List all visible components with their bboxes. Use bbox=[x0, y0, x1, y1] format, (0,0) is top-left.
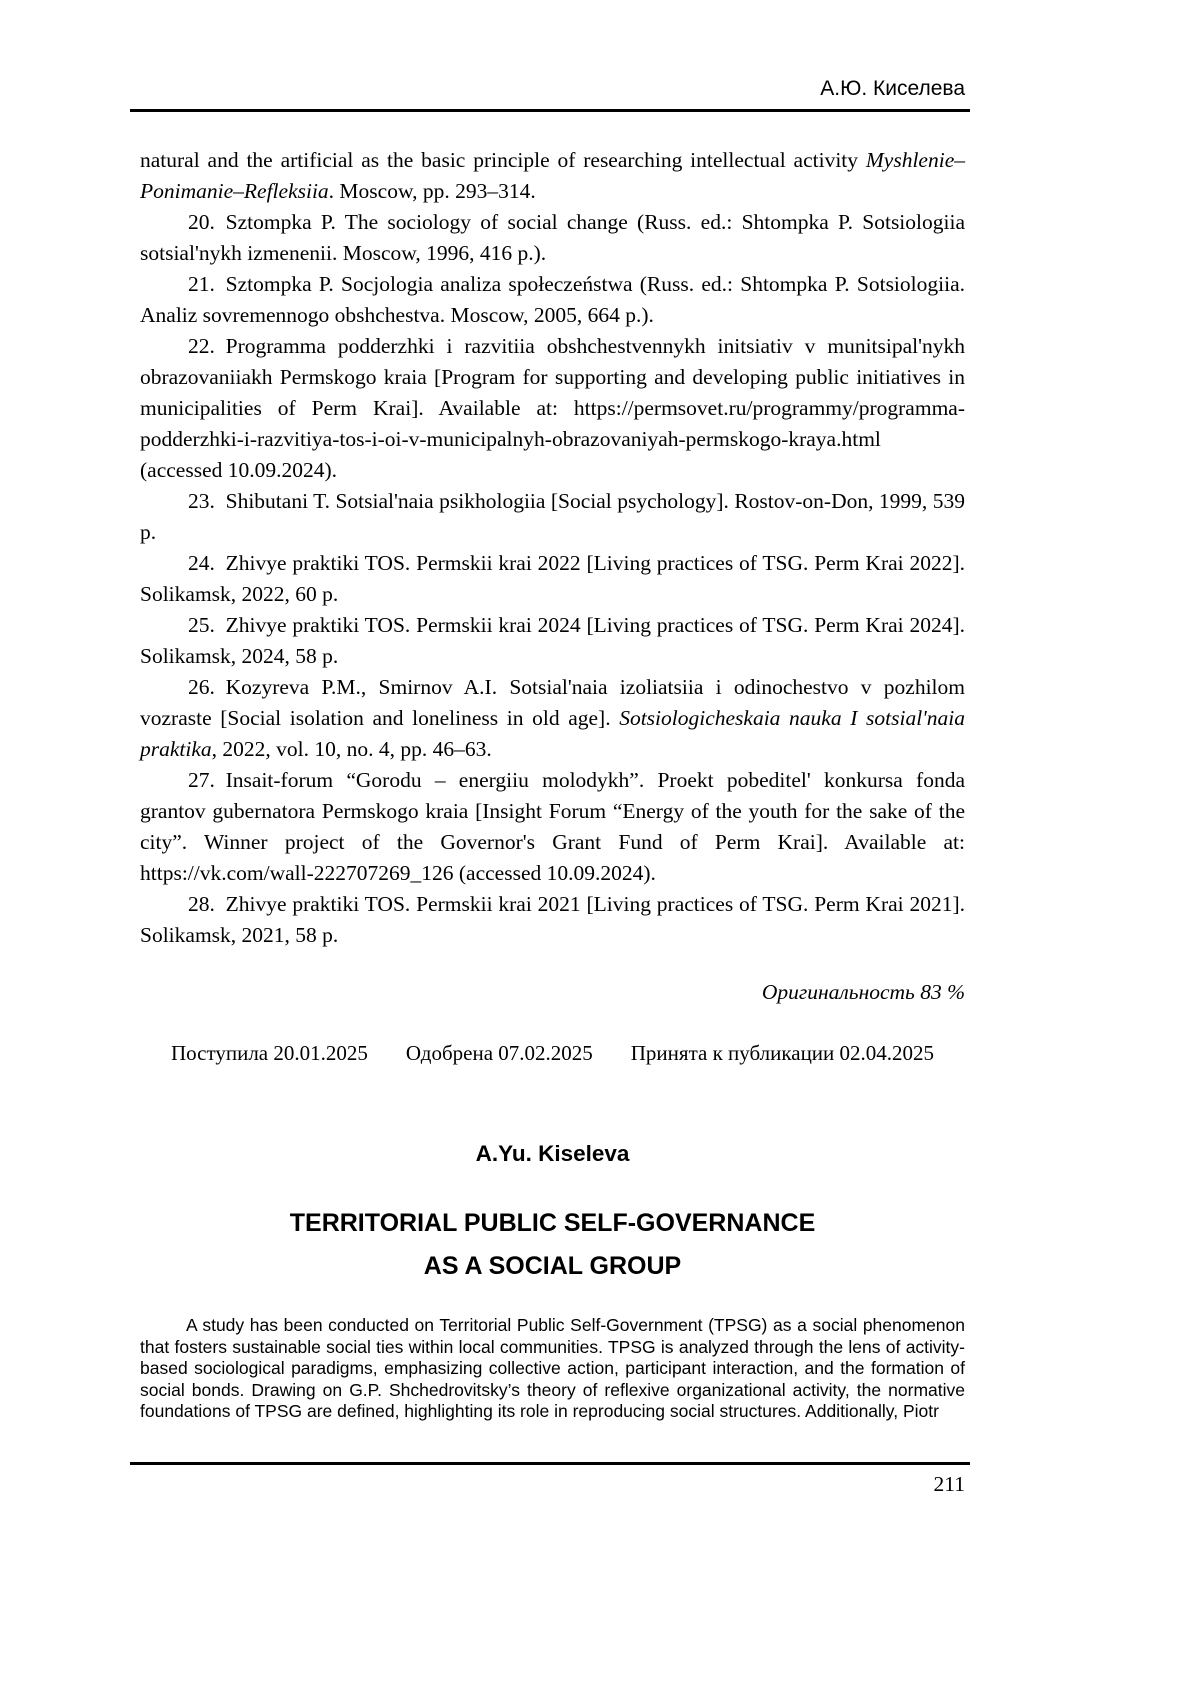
originality-note: Оригинальность 83 % bbox=[761, 980, 965, 1004]
article-dates bbox=[140, 1038, 965, 1069]
article-title-line-1: TERRITORIAL PUBLIC SELF-GOVERNANCE bbox=[289, 1209, 816, 1237]
footer-rule bbox=[130, 1462, 970, 1465]
reference-item-21: 21. Sztompka P. Socjologia analiza społeczeństwa (Russ. ed.: Shtompka P. Sotsiologiia. Analiz sovremennogo obshchestva. Moscow, 2005, 664 p.). bbox=[140, 272, 965, 327]
reference-item-26: 26. Kozyreva P.M., Smirnov A.I. Sotsial'naia izoliatsiia i odinochestvo v pozhilom vozraste [Social isolation and loneliness in old age]. Sotsiologicheskaia nauka I sotsial'naia praktika, 2022, vol. 10, no. 4, pp. 46–63. bbox=[140, 675, 965, 761]
reference-continuation: natural and the artificial as the basic principle of researching intellectual activity Myshlenie–Ponimanie–Refleksiia. Moscow, pp. 293–314. bbox=[140, 148, 965, 203]
page-header bbox=[0, 78, 1200, 112]
page-footer bbox=[130, 1462, 970, 1497]
reference-item-24: 24. Zhivye praktiki TOS. Permskii krai 2022 [Living practices of TSG. Perm Krai 2022]. Solikamsk, 2022, 60 p. bbox=[140, 551, 965, 606]
date-received: Поступила 20.01.2025 bbox=[170, 1041, 368, 1065]
abstract-text: A study has been conducted on Territorial Public Self-Government (TPSG) as a social phenomenon that fosters sustainable social ties within local communities. TPSG is analyzed through the lens of activity-based sociological paradigms, emphasizing collective action, participant interaction, and the formation of social bonds. Drawing on G.P. Shchedrovitsky’s theory of reflexive organizational activity, the normative foundations of TPSG are defined, highlighting its role in reproducing social structures. Additionally, Piotr bbox=[140, 1315, 965, 1421]
page-number: 211 bbox=[933, 1472, 965, 1496]
reference-item-28: 28. Zhivye praktiki TOS. Permskii krai 2021 [Living practices of TSG. Perm Krai 2021]. Solikamsk, 2021, 58 p. bbox=[140, 892, 965, 947]
date-accepted: Принята к публикации 02.04.2025 bbox=[630, 1041, 935, 1065]
references-section bbox=[140, 145, 965, 951]
header-rule bbox=[130, 109, 970, 112]
running-head: А.Ю. Киселева bbox=[820, 77, 965, 100]
article-title-line-2: AS A SOCIAL GROUP bbox=[423, 1252, 682, 1280]
reference-item-25: 25. Zhivye praktiki TOS. Permskii krai 2024 [Living practices of TSG. Perm Krai 2024]. Solikamsk, 2024, 58 p. bbox=[140, 613, 965, 668]
reference-item-20: 20. Sztompka P. The sociology of social change (Russ. ed.: Shtompka P. Sotsiologiia sotsial'nykh izmenenii. Moscow, 1996, 416 p.). bbox=[140, 210, 965, 265]
reference-item-27: 27. Insait-forum “Gorodu – energiiu molodykh”. Proekt pobeditel' konkursa fonda grantov gubernatora Permskogo kraia [Insight Forum “Energy of the youth for the sake of the city”. Winner project of the Governor's Grant Fund of Perm Krai]. Available at: https://vk.com/wall-222707269_126 (accessed 10.09.2024). bbox=[140, 768, 965, 885]
article-title bbox=[140, 1208, 965, 1281]
author-name: A.Yu. Kiseleva bbox=[475, 1141, 630, 1166]
page-content bbox=[140, 145, 965, 1423]
reference-item-22: 22. Programma podderzhki i razvitiia obshchestvennykh initsiativ v munitsipal'nykh obrazovaniiakh Permskogo kraia [Program for supporting and developing public initiatives in municipalities of Perm Krai]. Available at: https://permsovet.ru/programmy/programma-podderzhki-i-razvitiya-tos-i-oi-v-municipalnyh-obrazovaniyah-permskogo-kraya.html (accessed 10.09.2024). bbox=[140, 334, 965, 482]
reference-item-23: 23. Shibutani T. Sotsial'naia psikhologiia [Social psychology]. Rostov-on-Don, 1999, 539 p. bbox=[140, 489, 965, 544]
date-approved: Одобрена 07.02.2025 bbox=[405, 1041, 593, 1065]
